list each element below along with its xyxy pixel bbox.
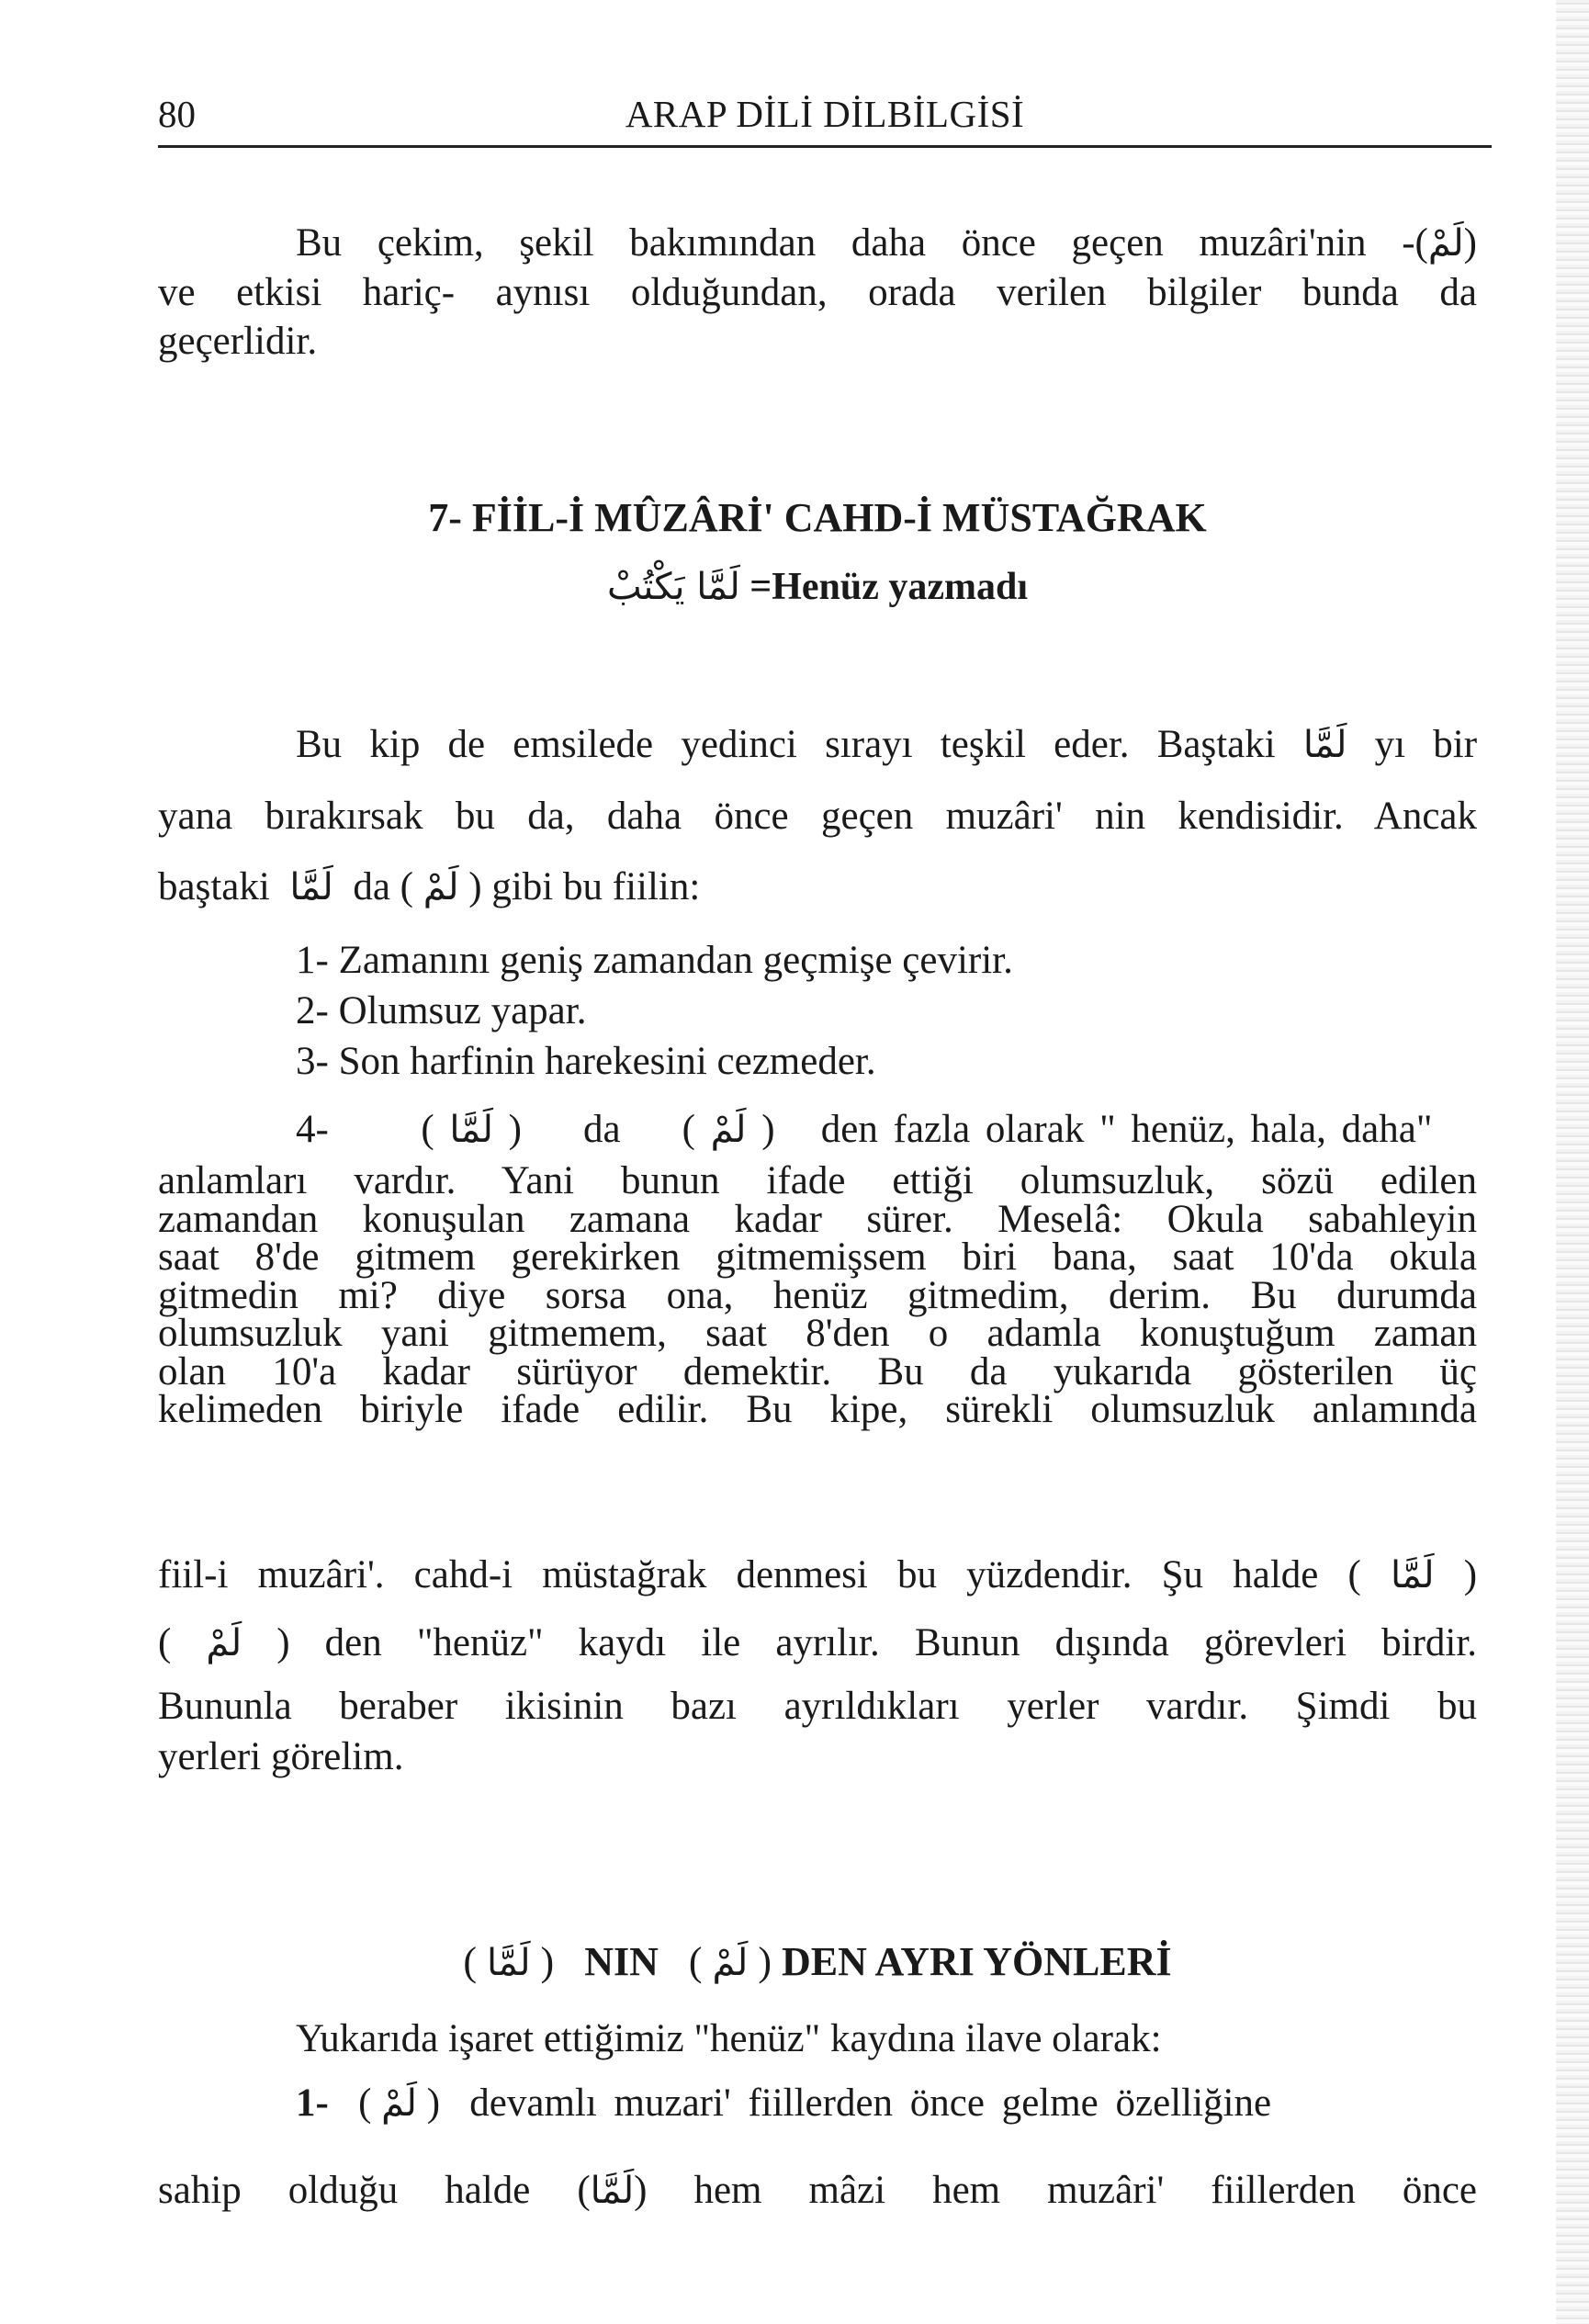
subheading-meaning: =Henüz yazmadı xyxy=(739,566,1029,608)
section-subheading xyxy=(158,565,1477,609)
body-text: ) hem mâzi hem muzâri' fiillerden önce xyxy=(634,2169,1477,2212)
paren: ) xyxy=(761,1108,775,1151)
body2-line: saat 8'de gitmem gerekirken gitmemişsem biri bana, saat 10'da okula xyxy=(158,1235,1477,1279)
paren: ) xyxy=(758,1939,772,1984)
body2-line: zamandan konuşulan zamana kadar sürer. Meselâ: Okula sabahleyin xyxy=(158,1197,1477,1241)
body3-line-3: Bununla beraber ikisinin bazı ayrıldıkları yerler vardır. Şimdi bu xyxy=(158,1685,1477,1728)
intro-line-1 xyxy=(158,219,1477,268)
body2-line: kelimeden biriyle ifade edilir. Bu kipe, sürekli olumsuzluk anlamında xyxy=(158,1388,1477,1431)
arabic-lam: لَمْ xyxy=(381,2082,417,2125)
body-paragraph-2 xyxy=(158,1159,1477,1431)
arabic-lamma: لَمَّا xyxy=(590,2170,635,2212)
intro-line-3: geçerlidir. xyxy=(158,320,318,363)
intro-text: Bu çekim, şekil bakımından daha önce geçen muzâri'nin -( xyxy=(296,221,1428,265)
arabic-lam: لَمْ xyxy=(712,1942,749,1984)
arabic-lamma: لَمَّا xyxy=(449,1109,493,1151)
arabic-lam: لَمْ xyxy=(1427,222,1464,265)
body-paragraph-1 xyxy=(158,709,1477,923)
heading-text: DEN AYRI YÖNLERİ xyxy=(782,1939,1172,1984)
book-title: ARAP DİLİ DİLBİLGİSİ xyxy=(625,93,1025,135)
body1-line-3 xyxy=(158,852,1477,923)
paren: ( xyxy=(682,1108,695,1151)
page-number: 80 xyxy=(158,93,196,135)
arabic-lamma: لَمَّا xyxy=(1302,724,1347,766)
arabic-lamma: لَمَّا xyxy=(289,866,333,908)
body-text: ) xyxy=(1463,1553,1478,1596)
arabic-lam: لَمْ xyxy=(423,866,459,908)
body-text: den fazla olarak " henüz, hala, daha" xyxy=(820,1108,1433,1151)
body2-line: olan 10'a kadar sürüyor demektir. Bu da yukarıda gösterilen üç xyxy=(158,1349,1477,1393)
body3-line-2 xyxy=(158,1608,1477,1679)
body-text: yı bir xyxy=(1374,723,1478,766)
paren: ( xyxy=(463,1939,478,1984)
paren: ) xyxy=(508,1108,522,1151)
list-item: 3- Son harfinin harekesini cezmeder. xyxy=(296,1040,876,1083)
body3-line-1 xyxy=(158,1543,1477,1608)
intro-paragraph xyxy=(158,219,1477,366)
body-text: da xyxy=(582,1108,621,1151)
section-heading-2 xyxy=(158,1938,1477,1985)
intro-text: ) xyxy=(1463,221,1477,265)
list-item: 2- Olumsuz yapar. xyxy=(296,989,587,1032)
item-number: 4- xyxy=(296,1108,329,1151)
arabic-lam: لَمْ xyxy=(710,1109,747,1151)
body2-line: gitmedin mi? diye sorsa ona, henüz gitmedim, derim. Bu durumda xyxy=(158,1273,1477,1317)
body2-line: olumsuzluk yani gitmemem, saat 8'den o adamla konuştuğum zaman xyxy=(158,1312,1477,1355)
body1-line-2: yana bırakırsak bu da, daha önce geçen muzâri' nin kendisidir. Ancak xyxy=(158,795,1477,838)
body-text: devamlı muzari' fiillerden önce gelme özelliğine xyxy=(469,2081,1272,2125)
paren: ) xyxy=(426,2081,441,2125)
body2-line: anlamları vardır. Yani bunun ifade ettiği olumsuzluk, sözü edilen xyxy=(158,1159,1477,1202)
header-rule xyxy=(158,145,1492,148)
heading-text: NIN xyxy=(584,1939,659,1984)
body-text: baştaki xyxy=(158,865,270,908)
body-text: ( xyxy=(158,1621,172,1664)
body-text: ) gibi bu fiilin: xyxy=(468,865,701,908)
body4-line-3 xyxy=(158,2140,1477,2241)
scan-edge xyxy=(1556,0,1589,2324)
running-head xyxy=(158,85,1492,149)
body4-line-1: Yukarıda işaret ettiğimiz "henüz" kaydına ilave olarak: xyxy=(296,2017,1162,2060)
paren: ( xyxy=(688,1939,703,1984)
arabic-lamma-yaktub: لَمَّا يَكْتُبْ xyxy=(606,566,740,608)
body3-line-4: yerleri görelim. xyxy=(158,1735,404,1778)
section-heading: 7- FİİL-İ MÛZÂRİ' CAHD-İ MÜSTAĞRAK xyxy=(428,495,1207,540)
list-item: 1- Zamanını geniş zamandan geçmişe çevirir. xyxy=(296,939,1013,982)
paren: ( xyxy=(358,2081,372,2125)
body-paragraph-4 xyxy=(158,2012,1477,2241)
properties-list xyxy=(296,935,1477,1087)
body4-line-2 xyxy=(158,2067,1477,2140)
body1-line-1 xyxy=(158,709,1477,781)
body-text: sahip olduğu halde ( xyxy=(158,2169,591,2212)
body-text: Bu kip de emsilede yedinci sırayı teşkil eder. Baştaki xyxy=(296,723,1276,766)
item4-line xyxy=(296,1102,1477,1157)
paren: ( xyxy=(421,1108,434,1151)
body-text: fiil-i muzâri'. cahd-i müstağrak denmesi bu yüzdendir. Şu halde ( xyxy=(158,1553,1361,1596)
arabic-lam: لَمْ xyxy=(206,1622,242,1664)
intro-line-2: ve etkisi hariç- aynısı olduğundan, orada verilen bilgiler bunda da xyxy=(158,271,1477,314)
item-number: 1- xyxy=(296,2081,329,2125)
body-text: ) den "henüz" kaydı ile ayrılır. Bunun dışında görevleri birdir. xyxy=(276,1621,1478,1664)
body-text: da ( xyxy=(353,865,413,908)
list-item-4 xyxy=(296,1102,1477,1157)
body-paragraph-3 xyxy=(158,1543,1477,1780)
paren: ) xyxy=(540,1939,555,1984)
arabic-lamma: لَمَّا xyxy=(1391,1554,1435,1596)
arabic-lamma: لَمَّا xyxy=(487,1942,531,1984)
